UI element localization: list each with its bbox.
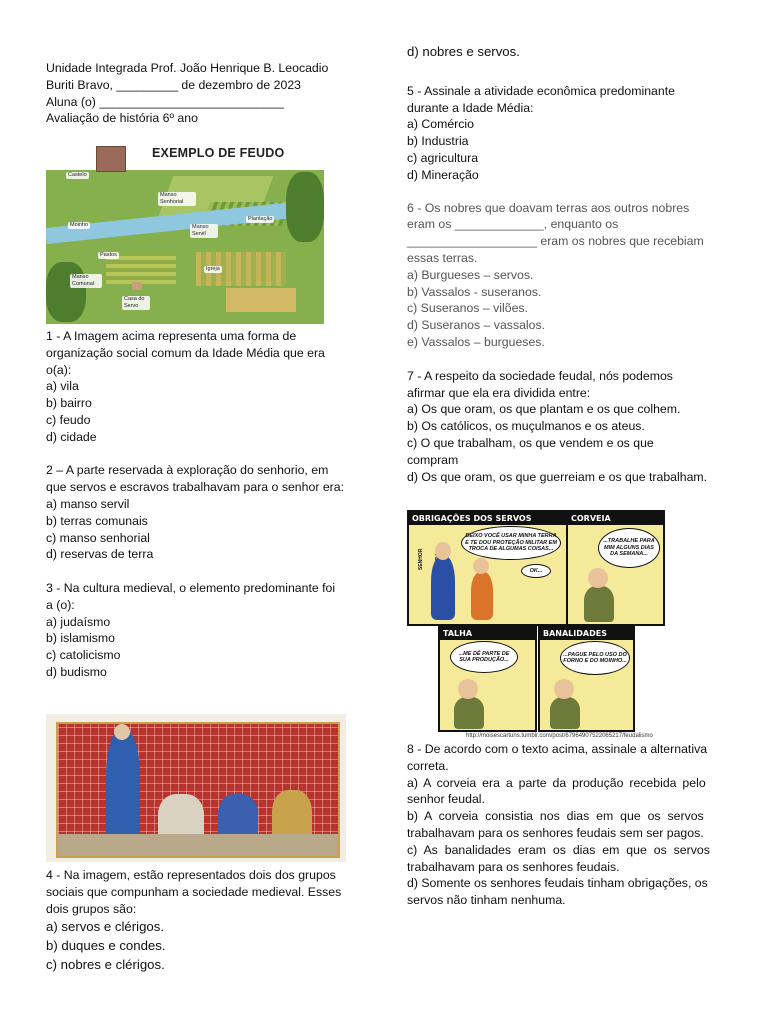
q2-option-a[interactable]: a) manso servil [46,496,130,511]
q8-line2: correta. [407,758,449,773]
q6-line4: essas terras. [407,250,478,265]
q5-line1: 5 - Assinale a atividade econômica predominante [407,83,675,98]
q5-line2: durante a Idade Média: [407,100,534,115]
label-plantacao: Plantação [248,216,273,222]
student-line: Aluna (o) ___________________________ [46,94,284,109]
q4-option-a[interactable]: a) servos e clérigos. [46,919,164,935]
q5-option-d[interactable]: d) Mineração [407,167,479,182]
q8-option-a-line2[interactable]: senhor feudal. [407,792,485,807]
q3-option-a[interactable]: a) judaísmo [46,614,111,629]
label-manso-servil: Manso Servil [190,224,218,238]
q3-line2: a (o): [46,597,75,612]
feudo-illustration [46,142,324,324]
q8-block [407,741,722,909]
q8-option-d-line2[interactable]: servos não tinham nenhuma. [407,893,566,908]
label-igreja: Igreja [206,266,220,272]
date-line: Buriti Bravo, _________ de dezembro de 2023 [46,77,301,92]
bubble-obrigacoes: DEIXO VOCÊ USAR MINHA TERRA E TE DOU PROTEÇÃO MILITAR EM TROCA DE ALGUMAS COISAS... [461,526,561,560]
bubble-ok: OK... [521,564,551,578]
q8-option-a-line1[interactable]: a) A corveia era a parte da produção recebida pelo [407,775,706,790]
q3-line1: 3 - Na cultura medieval, o elemento predominante foi [46,580,336,595]
q7-option-a[interactable]: a) Os que oram, os que plantam e os que colhem. [407,402,681,417]
medieval-painting [46,714,346,862]
bubble-corveia: ...TRABALHE PARA MIM ALGUNS DIAS DA SEMANA... [598,528,660,568]
q8-option-b-line2[interactable]: trabalhavam para os senhores feudais sem ser pagos. [407,825,704,840]
q5-option-a[interactable]: a) Comércio [407,117,474,132]
label-manso-comunal: Manso Comunal [70,274,102,288]
panel-title-corveia: CORVEIA [568,512,663,525]
q3-option-d[interactable]: d) budismo [46,664,107,679]
label-casa-servo: Casa do Servo [122,296,150,310]
q7-option-b[interactable]: b) Os católicos, os muçulmanos e os ateus. [407,419,645,434]
castle-icon [96,146,126,172]
q4-block [46,867,358,974]
label-castelo: Castelo [68,172,87,178]
q4-option-d[interactable]: d) nobres e servos. [407,44,520,59]
q1-line1: 1 - A Imagem acima representa uma forma de [46,329,297,343]
questions-left [46,328,358,681]
bubble-banalidades: ...PAGUE PELO USO DO FORNO E DO MOINHO... [560,641,630,675]
clergy-figure [106,730,140,850]
q6-option-c[interactable]: c) Suseranos – vilões. [407,301,528,316]
q4-line2: sociais que compunham a sociedade medieval. Esses [46,884,342,899]
q1-line3: o(a): [46,362,72,377]
q8-option-b-line1[interactable]: b) A corveia consistia nos dias em que os servos [407,809,704,824]
left-column [46,60,358,127]
feudo-title: EXEMPLO DE FEUDO [152,146,285,160]
q7-line1: 7 - A respeito da sociedade feudal, nós podemos [407,368,673,383]
lord-figure [431,556,455,620]
right-column [407,44,722,485]
q7-option-c-line1[interactable]: c) O que trabalham, os que vendem e os que [407,435,654,450]
q8-option-c-line1[interactable]: c) As banalidades eram os dias em que os servos [407,842,710,857]
side-label-senhor: SENHOR [418,548,424,570]
q5-option-b[interactable]: b) Industria [407,134,469,149]
label-moinho: Moinho [70,222,89,228]
comic-panel-talha [438,625,537,732]
q2-option-b[interactable]: b) terras comunais [46,513,148,528]
q4-line1: 4 - Na imagem, estão representados dois dos grupos [46,868,336,882]
q7-option-d[interactable]: d) Os que oram, os que guerreiam e os que trabalham. [407,469,708,484]
q1-option-d[interactable]: d) cidade [46,429,97,444]
panel-title-talha: TALHA [440,627,535,640]
q1-option-a[interactable]: a) vila [46,379,79,394]
school-name: Unidade Integrada Prof. João Henrique B. Leocadio [46,61,329,75]
serf-figure [471,572,493,620]
q2-line2: que servos e escravos trabalhavam para o senhor era: [46,480,345,495]
q1-option-b[interactable]: b) bairro [46,396,92,411]
label-pastos: Pastos [100,252,117,258]
q3-option-c[interactable]: c) catolicismo [46,648,121,663]
q1-option-c[interactable]: c) feudo [46,412,91,427]
q1-line2: organização social comum da Idade Média que era [46,345,325,360]
q2-line1: 2 – A parte reservada à exploração do senhorio, em [46,463,329,478]
bubble-talha: ...ME DÊ PARTE DE SUA PRODUÇÃO... [450,641,518,673]
q8-line1: 8 - De acordo com o texto acima, assinale a alternativa [407,742,708,756]
q6-option-b[interactable]: b) Vassalos - suseranos. [407,284,542,299]
q2-option-d[interactable]: d) reservas de terra [46,547,154,562]
q6-line2: eram os _____________, enquanto os [407,217,619,232]
q2-option-c[interactable]: c) manso senhorial [46,530,150,545]
q6-option-a[interactable]: a) Burgueses – servos. [407,267,534,282]
exam-title: Avaliação de história 6º ano [46,111,198,126]
q6-line1: 6 - Os nobres que doavam terras aos outros nobres [407,200,690,215]
q7-option-c-line2[interactable]: compram [407,452,459,467]
q6-option-e[interactable]: e) Vassalos – burgueses. [407,334,545,349]
q5-option-c[interactable]: c) agricultura [407,150,479,165]
q6-option-d[interactable]: d) Suseranos – vassalos. [407,318,546,333]
q4-option-b[interactable]: b) duques e condes. [46,938,166,954]
comic-panel-banalidades [538,625,635,732]
q7-line2: afirmar que ela era dividida entre: [407,385,591,400]
q4-line3: dois grupos são: [46,901,137,916]
label-manso-senhorial: Manso Senhorial [158,192,196,206]
panel-title-obrigacoes: OBRIGAÇÕES DOS SERVOS [409,512,566,525]
comic-panel-corveia [566,510,665,626]
comic-panel-obrigacoes [407,510,568,626]
comic-credit-link[interactable]: http://moisescartuns.tumblr.com/post/67964907522065217/feudalismo [466,733,653,739]
q3-option-b[interactable]: b) islamismo [46,631,116,646]
q4-option-c[interactable]: c) nobres e clérigos. [46,957,165,973]
panel-title-banalidades: BANALIDADES [540,627,633,640]
q8-option-c-line2[interactable]: trabalhavam para os senhores feudais. [407,859,620,874]
q6-line3: ___________________ eram os nobres que recebiam [407,234,704,249]
q8-option-d-line1[interactable]: d) Somente os senhores feudais tinham obrigações, os [407,876,708,891]
